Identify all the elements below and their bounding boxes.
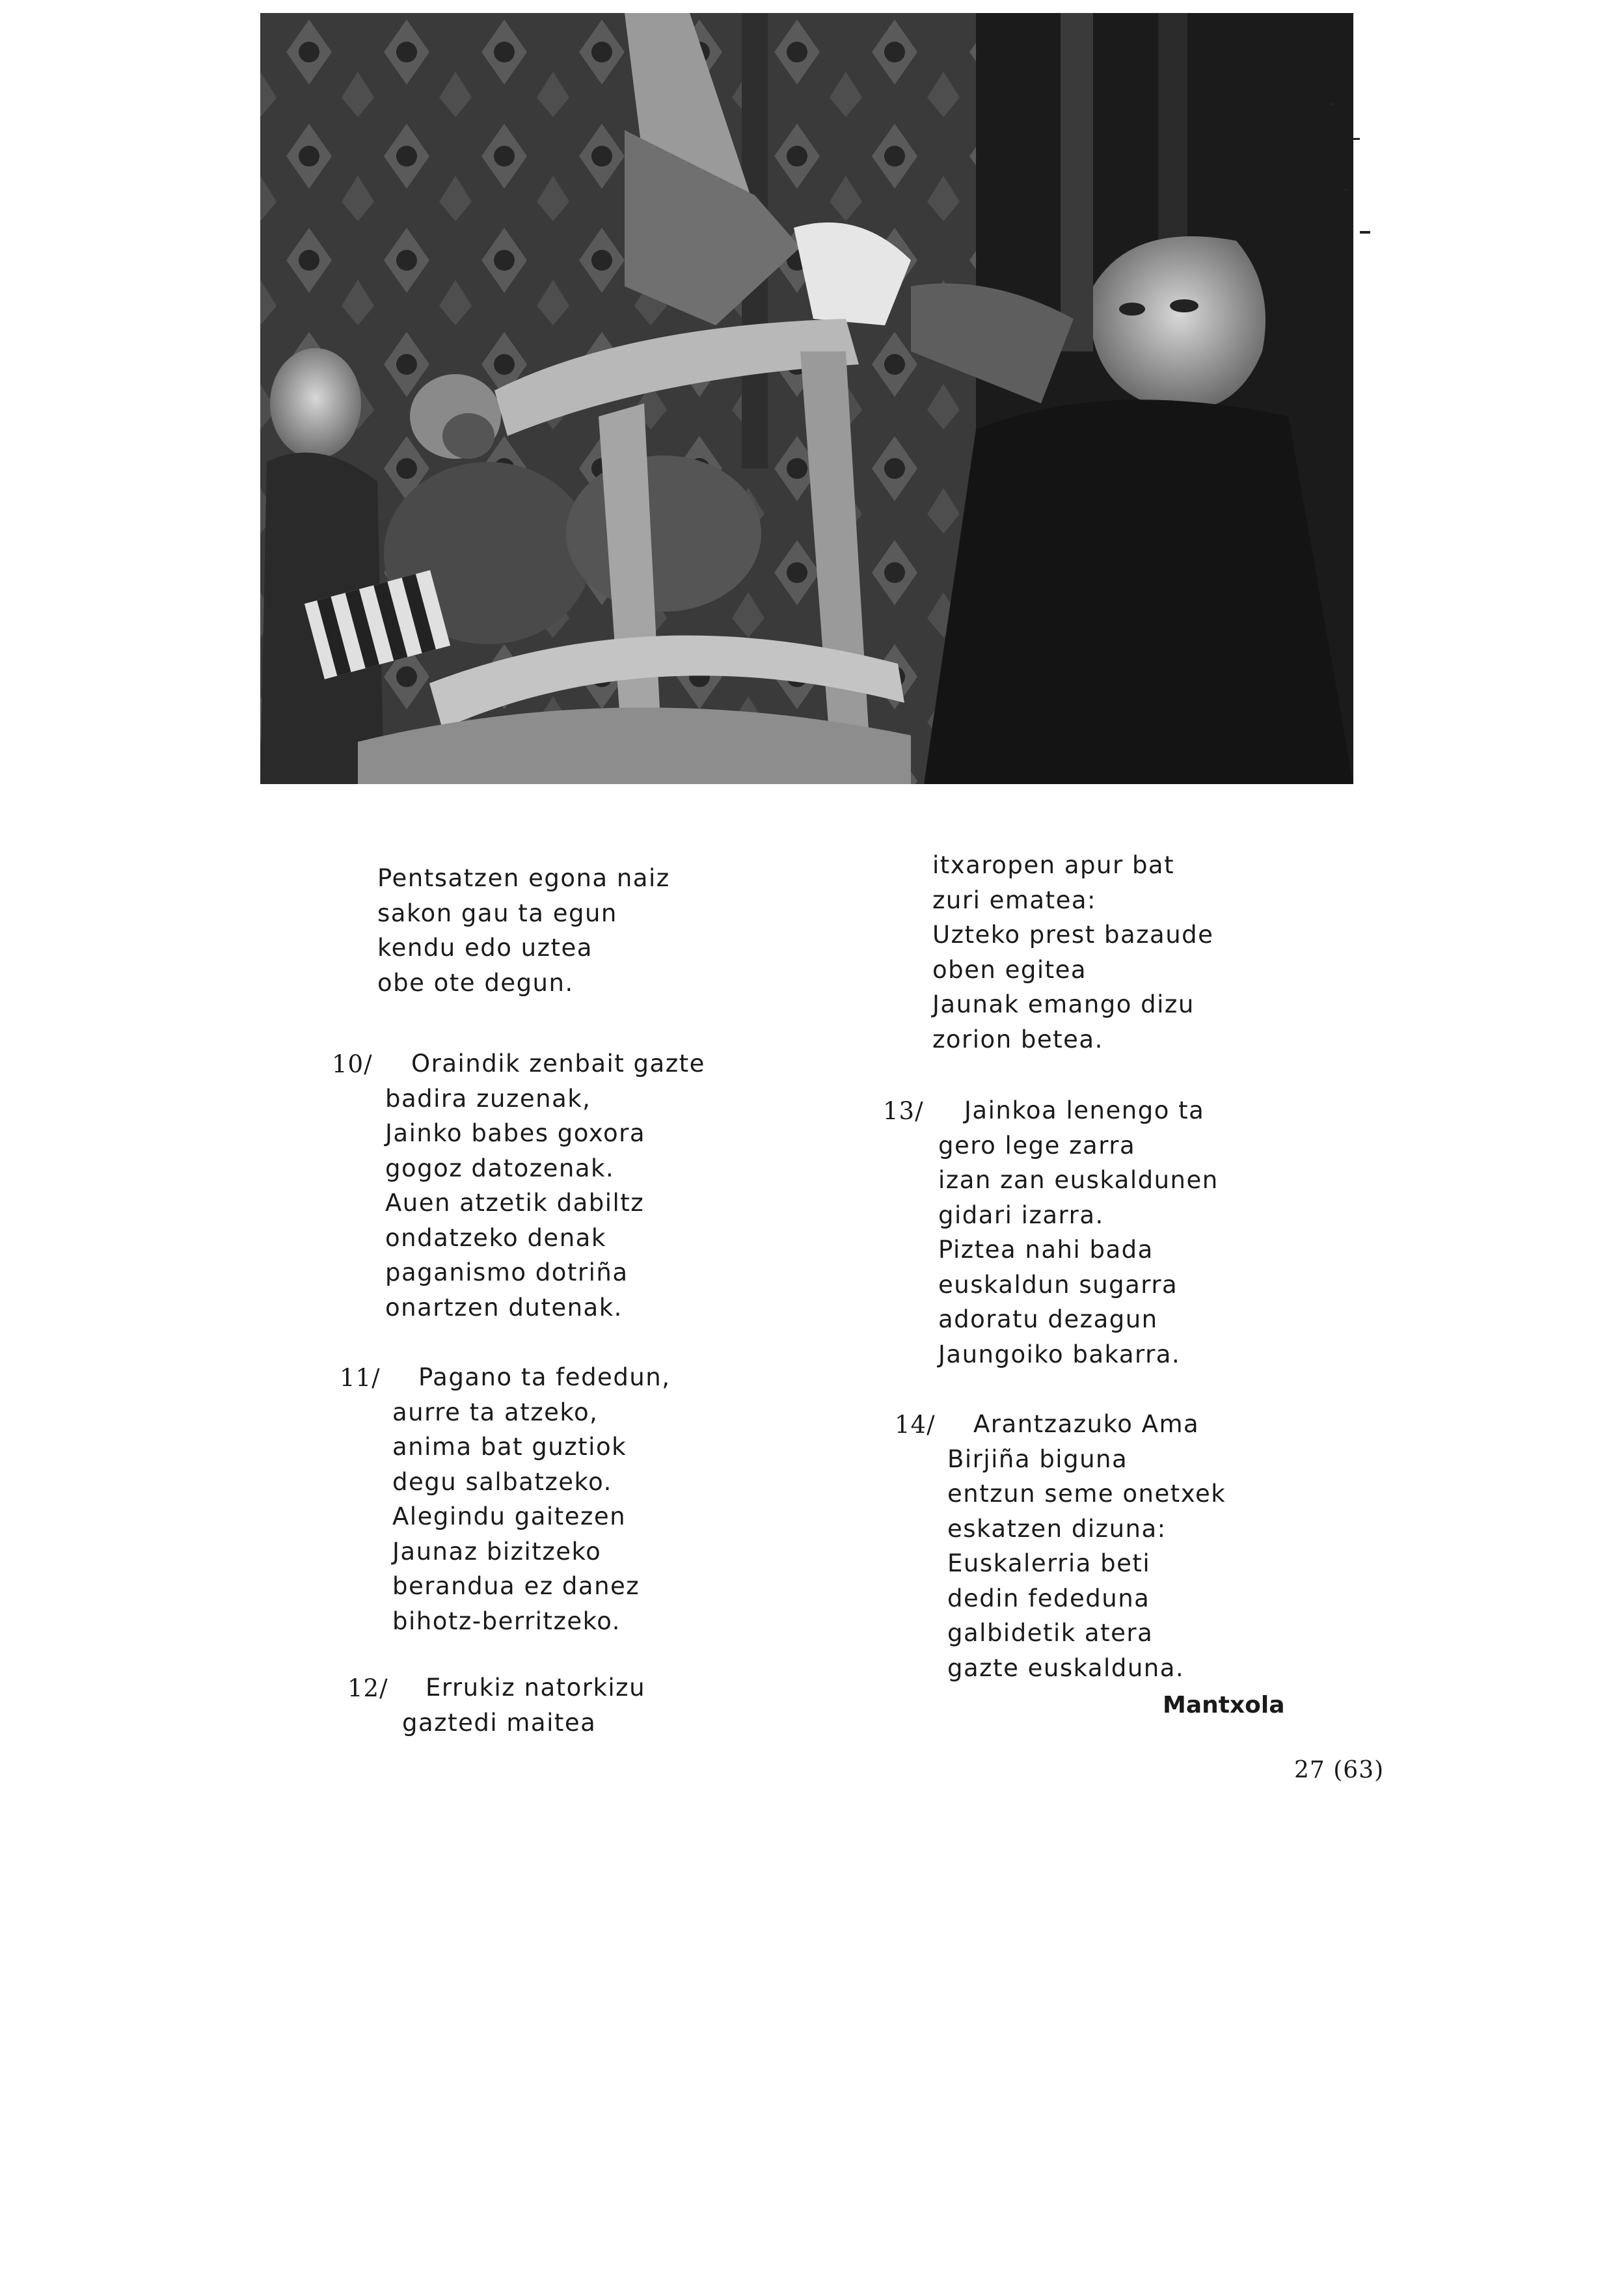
- photograph-image: [260, 13, 1353, 784]
- verse-line: Jaunaz bizitzeko: [392, 1537, 602, 1566]
- verse-line: Pentsatzen egona naiz: [377, 864, 670, 892]
- stanza-11: [392, 1360, 670, 1638]
- verse-line: gazte euskalduna.: [947, 1653, 1185, 1682]
- verse-line: kendu edo uztea: [377, 934, 593, 962]
- verse-line: Auen atzetik dabiltz: [385, 1189, 645, 1217]
- verse-line: Arantzazuko Ama: [973, 1410, 1200, 1438]
- verse-line: bihotz-berritzeko.: [392, 1607, 621, 1635]
- verse-line: Jainkoa lenengo ta: [964, 1096, 1205, 1124]
- verse-line: Uzteko prest bazaude: [932, 921, 1214, 949]
- author-signature: Mantxola: [1163, 1692, 1285, 1718]
- verse-line: gaztedi maitea: [402, 1708, 597, 1737]
- page-number: 27 (63): [1294, 1757, 1385, 1784]
- verse-line: sakon gau ta egun: [377, 899, 617, 927]
- verse-line: entzun seme onetxek: [947, 1480, 1226, 1508]
- verse-line: ondatzeko denak: [385, 1223, 606, 1252]
- stray-marks: [1327, 98, 1405, 260]
- verse-line: Piztea nahi bada: [938, 1236, 1154, 1264]
- verse-line: itxaropen apur bat: [932, 851, 1175, 879]
- verse-line: Alegindu gaitezen: [392, 1502, 627, 1530]
- verse-line: galbidetik atera: [947, 1619, 1154, 1647]
- verse-line: Birjiña biguna: [947, 1445, 1128, 1473]
- verse-line: gidari izarra.: [938, 1201, 1104, 1229]
- verse-line: degu salbatzeko.: [392, 1467, 612, 1496]
- verse-line: Pagano ta fededun,: [418, 1363, 671, 1391]
- stanza-number-14: 14/: [895, 1411, 936, 1439]
- verse-line: Oraindik zenbait gazte: [411, 1050, 705, 1078]
- verse-line: Euskalerria beti: [947, 1549, 1151, 1577]
- verse-line: izan zan euskaldunen: [938, 1166, 1219, 1194]
- verse-line: gogoz datozenak.: [385, 1154, 615, 1182]
- verse-line: Jainko babes goxora: [385, 1119, 646, 1147]
- verse-line: zorion betea.: [932, 1025, 1103, 1053]
- verse-line: eskatzen dizuna:: [947, 1514, 1167, 1543]
- stanza-number-12: 12/: [347, 1674, 388, 1702]
- stanza-number-10: 10/: [332, 1050, 373, 1078]
- verse-line: zuri ematea:: [932, 886, 1097, 914]
- verse-line: Errukiz natorkizu: [426, 1674, 646, 1702]
- stanza-number-13: 13/: [883, 1097, 924, 1125]
- verse-line: onartzen dutenak.: [385, 1293, 623, 1322]
- verse-line: obe ote degun.: [377, 968, 574, 997]
- verse-line: adoratu dezagun: [938, 1305, 1158, 1333]
- verse-line: berandua ez danez: [392, 1572, 640, 1600]
- verse-line: anima bat guztiok: [392, 1433, 627, 1461]
- verse-line: aurre ta atzeko,: [392, 1398, 599, 1426]
- stanza-12-continued: [932, 848, 1213, 1057]
- verse-line: badira zuzenak,: [385, 1084, 591, 1113]
- stanza-14: [947, 1407, 1226, 1685]
- verse-line: Jaunak emango dizu: [932, 990, 1195, 1018]
- stanza-12: [402, 1670, 645, 1740]
- verse-line: paganismo dotriña: [385, 1258, 629, 1286]
- verse-line: dedin fededuna: [947, 1584, 1150, 1612]
- stanza-intro: [377, 861, 670, 1000]
- verse-line: Jaungoiko bakarra.: [938, 1340, 1181, 1368]
- stanza-number-11: 11/: [340, 1364, 381, 1392]
- verse-line: oben egitea: [932, 955, 1087, 984]
- stanza-10: [385, 1046, 705, 1325]
- photograph: [260, 13, 1353, 784]
- verse-line: euskaldun sugarra: [938, 1270, 1178, 1299]
- verse-line: gero lege zarra: [938, 1131, 1136, 1160]
- stanza-13: [938, 1093, 1219, 1372]
